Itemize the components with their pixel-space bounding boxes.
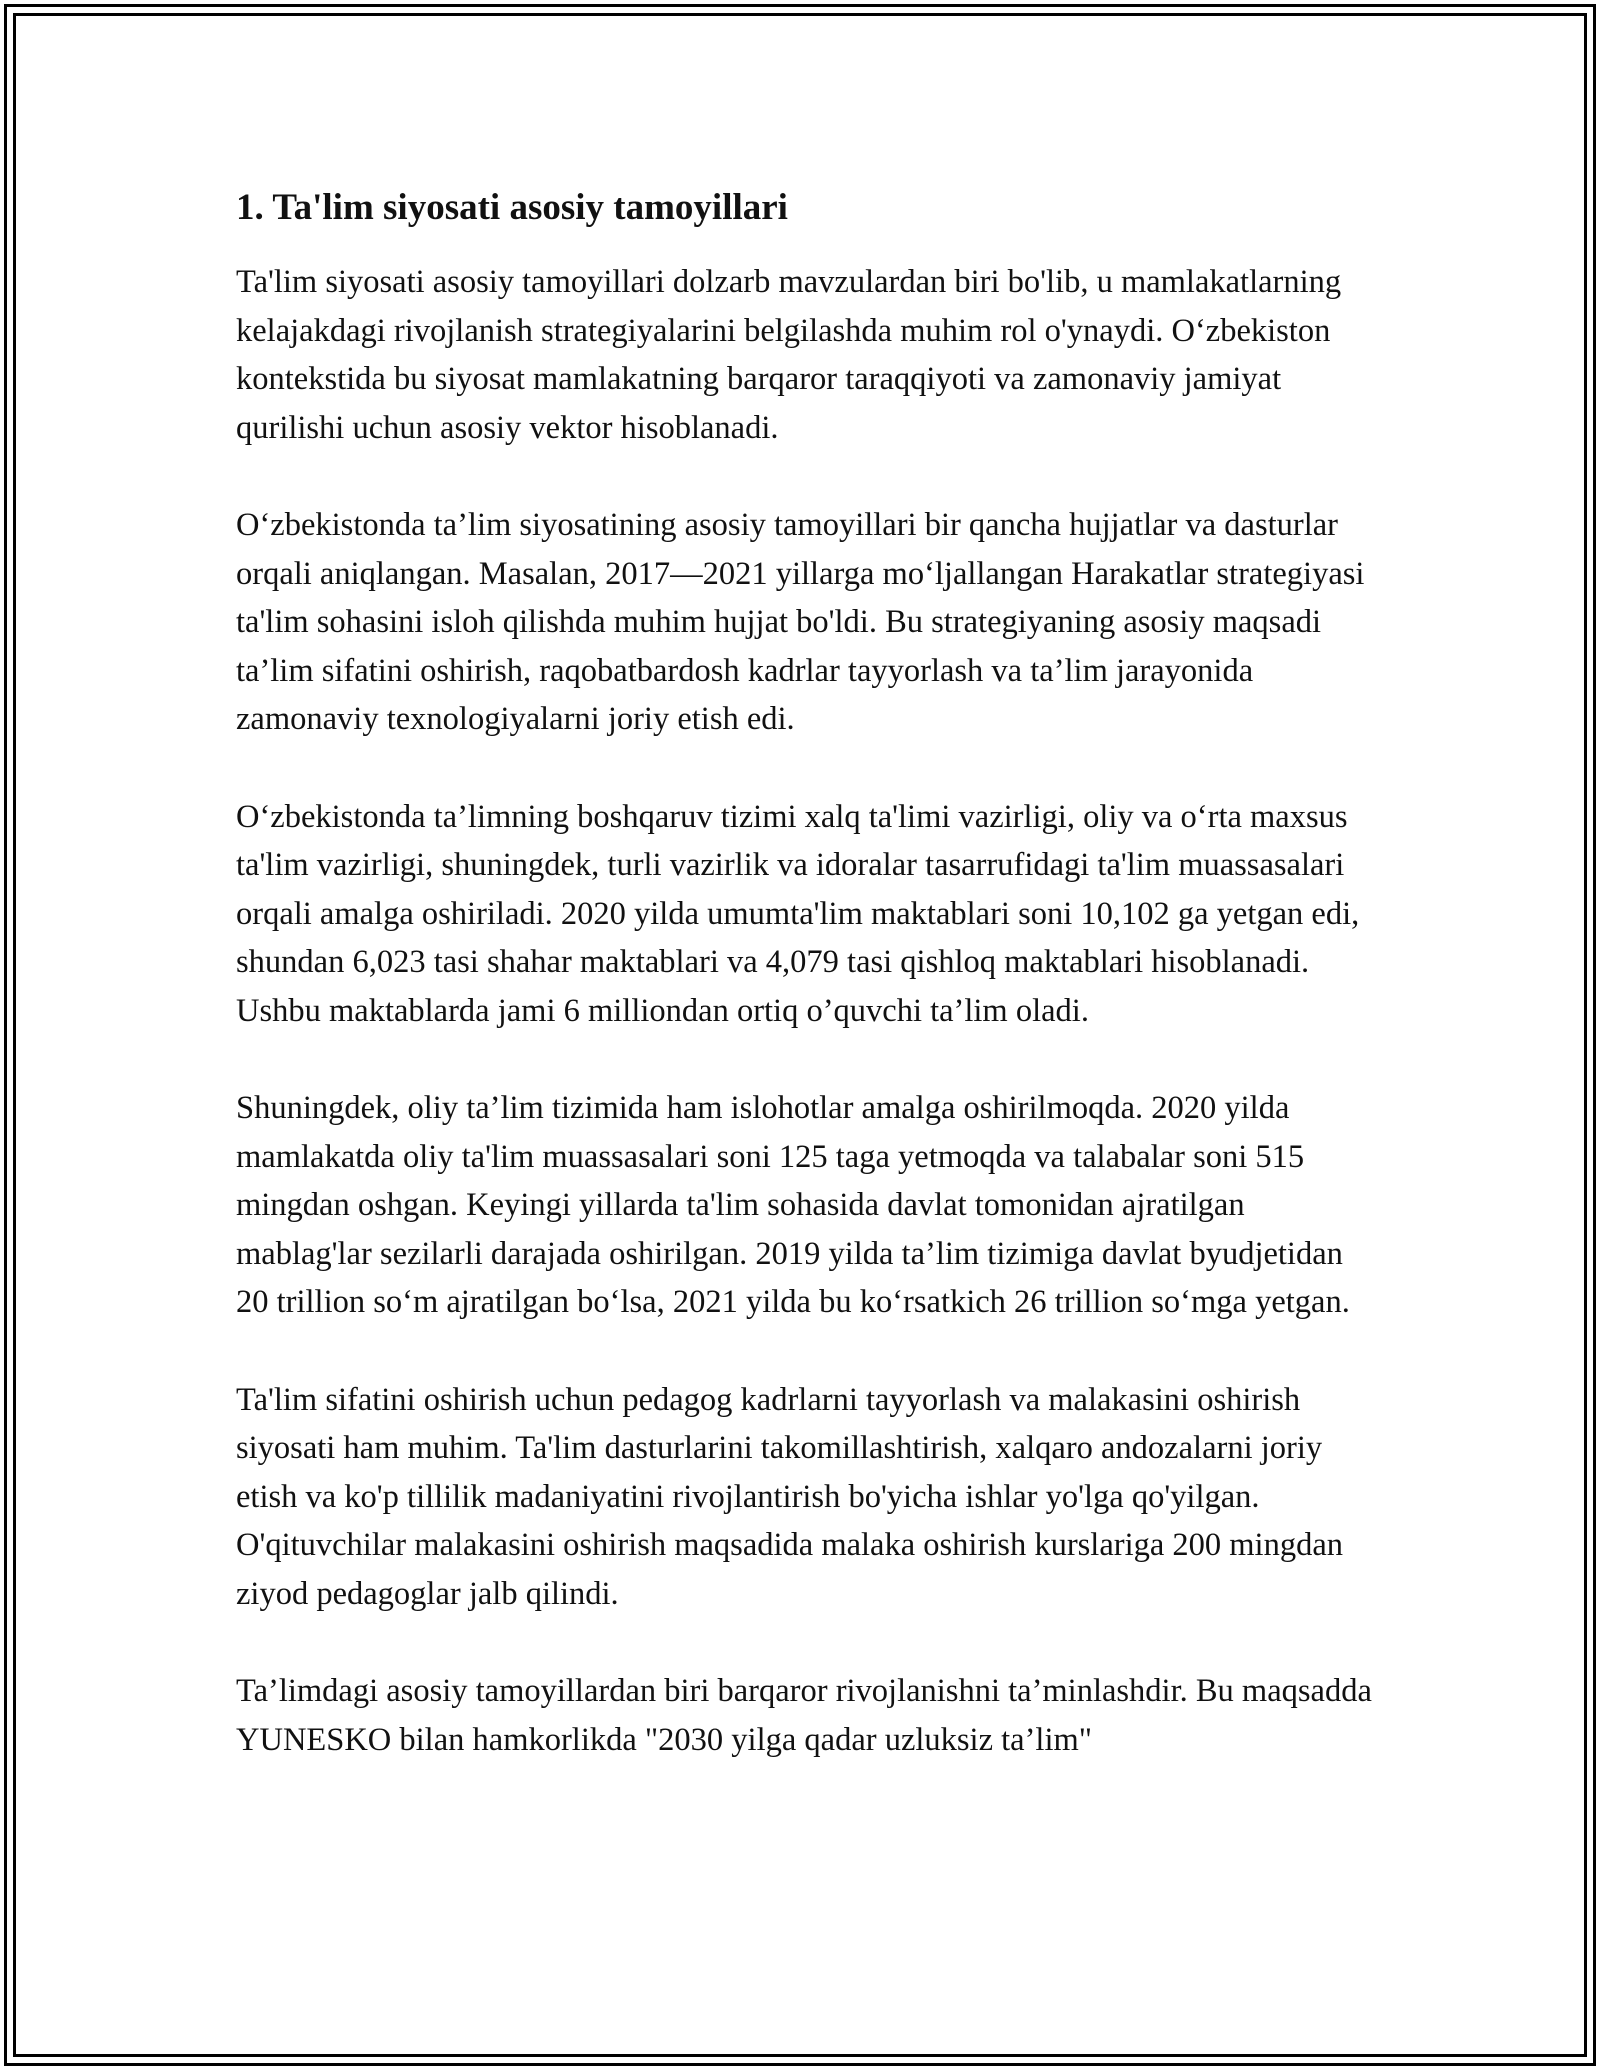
document-body xyxy=(236,186,1376,1813)
paragraph-1: Ta'lim siyosati asosiy tamoyillari dolzarb mavzulardan biri bo'lib, u mamlakatlarning kelajakdagi rivojlanish strategiyalarini belgilashda muhim rol o'ynaydi. O‘zbekiston kontekstida bu siyosat mamlakatning barqaror taraqqiyoti va zamonaviy jamiyat qurilishi uchun asosiy vektor hisoblanadi. xyxy=(236,264,1342,446)
section-heading: 1. Ta'lim siyosati asosiy tamoyillari xyxy=(236,187,788,228)
paragraph-5: Ta'lim sifatini oshirish uchun pedagog kadrlarni tayyorlash va malakasini oshirish siyosati ham muhim. Ta'lim dasturlarini takomillashtirish, xalqaro andozalarni joriy etish va ko'p tillilik madaniyatini rivojlantirish bo'yicha ishlar yo'lga qo'yilgan. O'qituvchilar malakasini oshirish maqsadida malaka oshirish kurslariga 200 mingdan ziyod pedagoglar jalb qilindi. xyxy=(236,1381,1344,1612)
paragraph-2: O‘zbekistonda ta’lim siyosatining asosiy tamoyillari bir qancha hujjatlar va dasturlar orqali aniqlangan. Masalan, 2017—2021 yillarga mo‘ljallangan Harakatlar strategiyasi ta'lim sohasini isloh qilishda muhim hujjat bo'ldi. Bu strategiyaning asosiy maqsadi ta’lim sifatini oshirish, raqobatbardosh kadrlar tayyorlash va ta’lim jarayonida zamonaviy texnologiyalarni joriy etish edi. xyxy=(236,507,1365,738)
paragraph-4: Shuningdek, oliy ta’lim tizimida ham islohotlar amalga oshirilmoqda. 2020 yilda mamlakatda oliy ta'lim muassasalari soni 125 taga yetmoqda va talabalar soni 515 mingdan oshgan. Keyingi yillarda ta'lim sohasida davlat tomonidan ajratilgan mablag'lar sezilarli darajada oshirilgan. 2019 yilda ta’lim tizimiga davlat byudjetidan 20 trillion so‘m ajratilgan bo‘lsa, 2021 yilda bu ko‘rsatkich 26 trillion so‘mga yetgan. xyxy=(236,1090,1350,1321)
paragraph-6: Ta’limdagi asosiy tamoyillardan biri barqaror rivojlanishni ta’minlashdir. Bu maqsadda YUNESKO bilan hamkorlikda "2030 yilga qadar uzluksiz ta’lim" xyxy=(236,1673,1372,1758)
paragraph-3: O‘zbekistonda ta’limning boshqaruv tizimi xalq ta'limi vazirligi, oliy va o‘rta maxsus ta'lim vazirligi, shuningdek, turli vazirlik va idoralar tasarrufidagi ta'lim muassasalari orqali amalga oshiriladi. 2020 yilda umumta'lim maktablari soni 10,102 ga yetgan edi, shundan 6,023 tasi shahar maktablari va 4,079 tasi qishloq maktablari hisoblanadi. Ushbu maktablarda jami 6 milliondan ortiq o’quvchi ta’lim oladi. xyxy=(236,798,1360,1029)
